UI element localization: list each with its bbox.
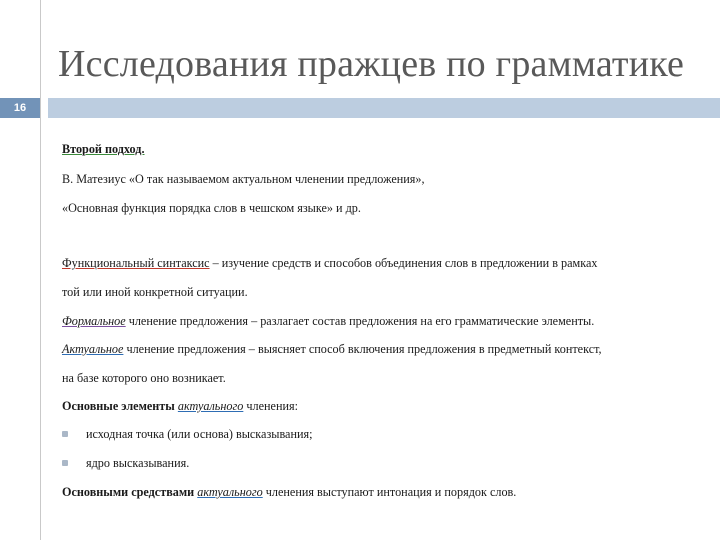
text-line: В. Матезиус «О так называемом актуальном членении предложения», [62, 172, 425, 186]
text-line [62, 314, 594, 329]
term-actual: актуального [197, 485, 263, 499]
text-fragment: членение предложения – выясняет способ включения предложения в предметный контекст, [123, 342, 602, 356]
term-actual: Актуальное [62, 342, 124, 356]
text-fragment: – изучение средств и способов объединения слов в предложении в рамках [209, 256, 598, 270]
term-functional-syntax: Функциональный синтаксис [62, 256, 210, 270]
approach-heading: Второй подход. [62, 142, 145, 156]
text-line [62, 342, 602, 357]
term-actual: актуального [177, 399, 244, 413]
slide-number: 16 [0, 98, 40, 118]
term-formal: Формальное [62, 314, 126, 328]
text-fragment: членение предложения – разлагает состав предложения на его грамматические элементы. [125, 314, 595, 328]
header-bar [48, 98, 720, 118]
text-line: на базе которого оно возникает. [62, 371, 226, 385]
text-fragment: членения выступают интонация и порядок слов. [262, 485, 517, 499]
text-line [62, 256, 598, 271]
text-line [62, 485, 516, 500]
text-line: «Основная функция порядка слов в чешском языке» и др. [62, 201, 361, 215]
text-line: той или иной конкретной ситуации. [62, 285, 248, 299]
list-item: ядро высказывания. [86, 456, 190, 470]
text-line [62, 399, 298, 414]
text-fragment: Основные элементы [62, 399, 178, 413]
text-fragment: Основными средствами [62, 485, 198, 499]
bullet-icon [62, 460, 68, 466]
page-title: Исследования пражцев по грамматике [58, 43, 685, 85]
list-item: исходная точка (или основа) высказывания; [86, 427, 313, 441]
left-rule [40, 0, 41, 540]
text-fragment: членения: [243, 399, 298, 413]
bullet-icon [62, 431, 68, 437]
